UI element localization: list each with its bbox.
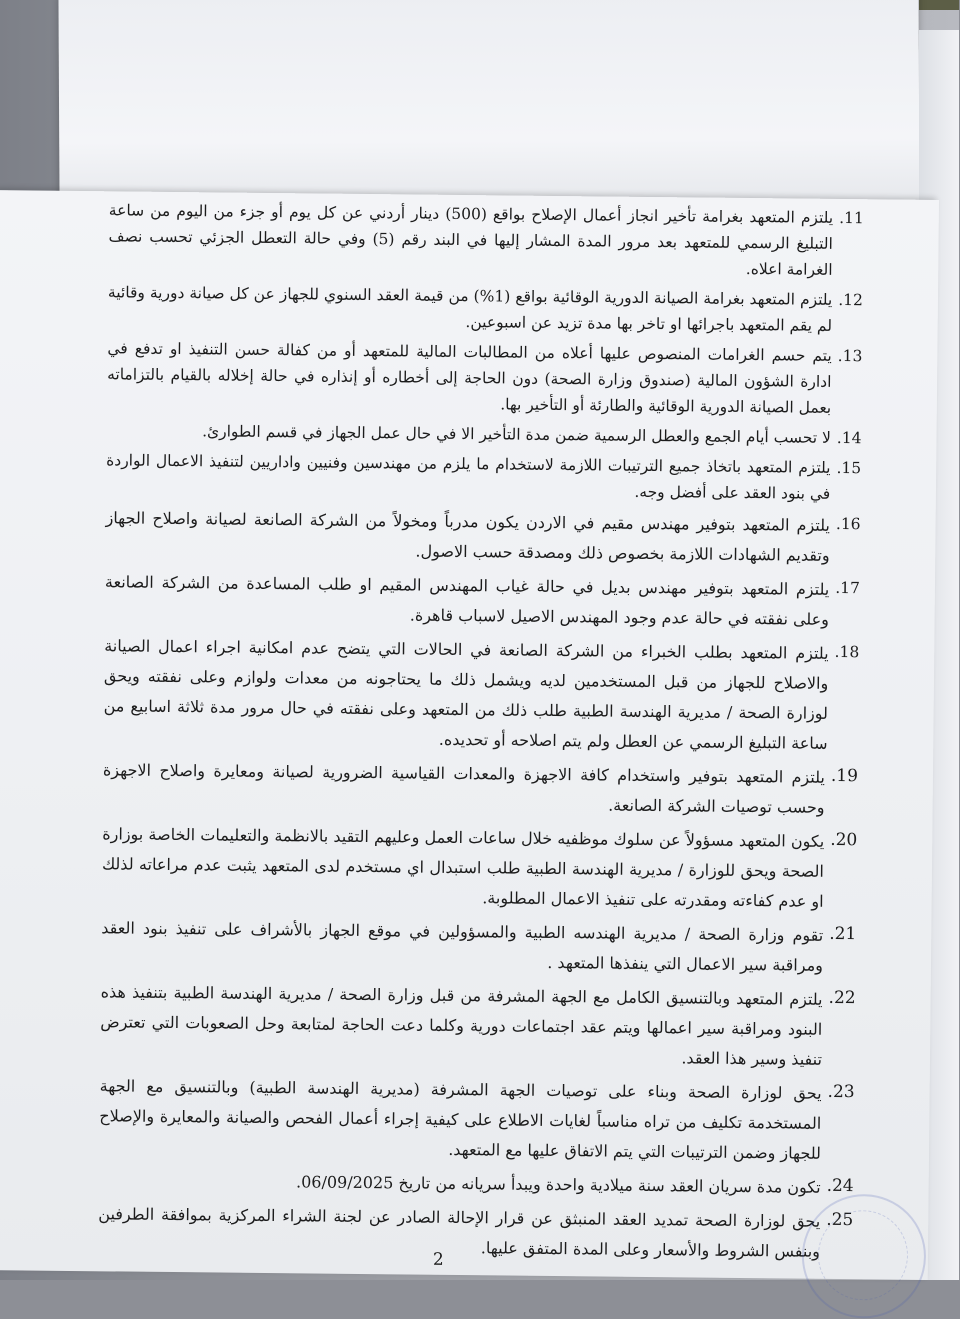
- clause-18: [104, 631, 860, 759]
- clause-11: [109, 197, 865, 283]
- stamp-inner-ring: [818, 1210, 909, 1301]
- page-number: 2: [433, 1249, 445, 1270]
- clause-24: [100, 1165, 855, 1203]
- clause-22: [101, 977, 857, 1075]
- clause-17: [105, 567, 861, 635]
- clause-number: .23: [828, 1081, 856, 1103]
- clause-text: تقوم وزارة الصحة / مديرية الهندسه الطبية والمسؤولين في موقع الجهاز بالأشراف على تنفيذ بنود العقد ومراقبة سير الاعمال التي ينفذها المتعهد .: [102, 918, 825, 975]
- clause-text: يلتزم المتعهد باتخاذ جميع الترتيبات اللازمة لاستخدام ما يلزم من مهندسين وفنيين واداريين لتنفيذ الاعمال الواردة في بنود العقد على أفضل وجه.: [107, 451, 832, 503]
- clause-number: .25: [827, 1209, 855, 1231]
- clause-12: [109, 279, 865, 339]
- clause-20: [103, 819, 859, 917]
- clause-21: [102, 913, 858, 981]
- clause-number: .17: [836, 578, 862, 598]
- official-stamp: [802, 1194, 927, 1319]
- clause-number: .22: [829, 987, 857, 1009]
- clause-number: .20: [831, 829, 859, 851]
- clause-text: يلتزم المتعهد بتوفير مهندس مقيم في الاردن يكون مدرباً ومخولاً من الشركة الصانعة لصيانة واصلاح الجهاز وتقديم الشهادات اللازمة بخصوص ذلك ومصدقة حسب الاصول.: [106, 508, 832, 565]
- clause-text: يحق لوزارة الصحة وبناء على توصيات الجهة المشرفة (مديرية الهندسة الطبية) وبالتنسيق مع الجهة المستخدمة تكليف من تراه مناسباً لغايات الاطلاع على كيفية إجراء أعمال الفحص والصيانة والمعايرة والإصلاح للجهاز وضمن الترتيبات التي يتم الاتفاق عليها مع المتعهد.: [100, 1076, 823, 1163]
- clause-number: .16: [836, 514, 862, 534]
- clause-number: .18: [835, 642, 861, 662]
- clause-13: [108, 335, 864, 421]
- clause-text: يحق لوزارة الصحة تمديد العقد المنبثق عن قرار الإحالة الصادر عن لجنة الشراء المركزية بموافقة الطرفين وبنفس الشروط والأسعار وعلى المدة المتفق عليها.: [99, 1204, 822, 1261]
- corner-tab: [920, 0, 960, 10]
- clause-number: .21: [830, 923, 858, 945]
- clause-text: يلتزم المتعهد بطلب الخبراء من الشركة الصانعة في الحالات التي يتضح عدم امكانية اجراء اعمال الصيانة والاصلاح للجهاز من قبل المستخدمين لديه ويشمل ذلك ما يحتاجونه من معدات ولوازم وعلى نفقته ويحق لوزارة الصحة / مديرية الهندسة الطبية طلب ذلك من المتعهد وعلى نفقته في حال مرور مدة ثلاثة اسابيع من ساعة التبليغ الرسمي عن العطل ولم يتم اصلاحه أو تحديده.: [104, 636, 830, 753]
- clause-text: لا تحسب أيام الجمع والعطل الرسمية ضمن مدة التأخير الا في حال عمل الجهاز في قسم الطوارئ.: [203, 422, 832, 447]
- clause-text: يلتزم المتعهد وبالتنسيق الكامل مع الجهة المشرفة من قبل وزارة الصحة / مديرية الهندسة الطبية بتنفيذ هذه البنود ومراقبة سير اعمالها ويتم عقد اجتماعات دورية وكلما دعت الحاجة لمتابعة وحل الصعوبات التي تعترض تنفيذ وسير هذا العقد.: [101, 982, 824, 1069]
- clause-19: [104, 755, 860, 823]
- clause-text: يلتزم المتعهد بغرامة تأخير انجاز أعمال الإصلاح بواقع (500) دينار أردني عن كل يوم أو جزء من اليوم من ساعة التبليغ الرسمي للمتعهد بعد مرور المدة المشار إليها في البند رقم (5) وفي حالة التعطل الجزئي تحسب نصف الغرامة اعلاه.: [109, 201, 835, 279]
- clause-23: [100, 1071, 856, 1169]
- clause-25: [99, 1199, 855, 1267]
- clause-16: [106, 503, 862, 571]
- clause-text: يلتزم المتعهد بتوفير مهندس بديل في حالة غياب المهندس المقيم او طلب المساعدة من الشركة الصانعة وعلى نفقته في حالة عدم وجود المهندس الاصيل لاسباب قاهرة.: [105, 572, 831, 629]
- clause-number: .13: [838, 346, 864, 366]
- clause-number: .12: [839, 290, 865, 310]
- clause-number: .19: [831, 765, 860, 787]
- clause-14: [107, 417, 862, 451]
- clause-number: .14: [837, 428, 863, 448]
- clause-list: [99, 197, 865, 1271]
- document-page: [0, 190, 940, 1280]
- clause-15: [107, 447, 863, 507]
- clause-number: .15: [837, 458, 863, 478]
- clause-number: .11: [840, 208, 865, 228]
- clause-text: يتم حسم الغرامات المنصوص عليها أعلاه من المطالبات المالية للمتعهد أو من كفالة حسن التنفيذ او تدفع في ادارة الشؤون المالية (صندوق وزارة الصحة) دون الحاجة إلى أخطاره أو إنذاره في حالة إخلاله بالقيام بالتزاماته بعمل الصيانة الدورية الوقائية والطارئة أو التأخير بها.: [108, 339, 833, 417]
- clause-text: يلتزم المتعهد بتوفير واستخدام كافة الاجهزة والمعدات القياسية الضرورية لصيانة ومعايرة واصلاح الاجهزة وحسب توصيات الشركة الصانعة.: [103, 760, 827, 817]
- clause-text: تكون مدة سريان العقد سنة ميلادية واحدة ويبدأ سريانه من تاريخ 06/09/2025.: [296, 1172, 822, 1197]
- underlying-page: [59, 0, 920, 207]
- clause-number: .24: [827, 1175, 855, 1197]
- clause-text: يلتزم المتعهد بغرامة الصيانة الدورية الوقائية بواقع (1%) من قيمة العقد السنوي للجهاز عن كل صيانة دورية وقائية لم يقم المتعهد باجرائها او تاخر بها مدة تزيد عن اسبوعين.: [108, 283, 834, 335]
- clause-text: يكون المتعهد مسؤولاً عن سلوك موظفيه خلال ساعات العمل وعليهم التقيد بالانظمة والتعليمات الخاصة بوزارة الصحة ويحق للوزارة / مديرية الهندسة الطبية طلب استبدال اي مستخدم لدى المتعهد يثبت عدم مراعاته لذلك او عدم كفاءته ومقدرته على تنفيذ الاعمال المطلوبة.: [102, 824, 826, 911]
